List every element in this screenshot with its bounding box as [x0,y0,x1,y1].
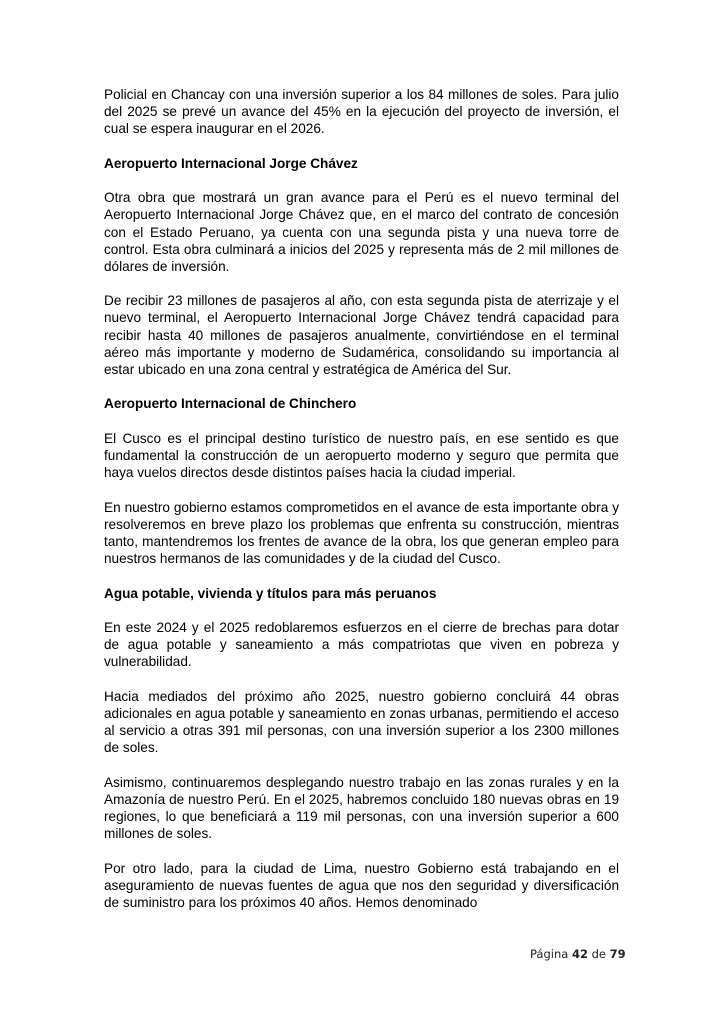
page-label: Página [530,947,569,961]
heading-jorge-chavez-airport: Aeropuerto Internacional Jorge Chávez [104,155,358,171]
paragraph-chancay-investment: Policial en Chancay con una inversión superior a los 84 millones de soles. Para julio del 2025 se prevé un avance del 45% en la ejecución del proyecto de inversión, el cual se espera inaugurar en el 2026. [104,87,619,137]
paragraph-chinchero-commitment: En nuestro gobierno estamos comprometidos en el avance de esta importante obra y resolveremos en breve plazo los problemas que enfrenta su construcción, mientras tanto, mantendremos los frentes de avance de la obra, los que generan empleo para nuestros hermanos de las comunidades y de la ciudad del Cusco. [104,499,619,566]
current-page-number: 42 [571,947,588,961]
paragraph-rural-water-works: Asimismo, continuaremos desplegando nuestro trabajo en las zonas rurales y en la Amazonía de nuestro Perú. En el 2025, habremos concluido 180 nuevas obras en 19 regiones, lo que beneficiará a 119 mil personas, con una inversión superior a 600 millones de soles. [104,774,619,842]
document-body [104,86,619,928]
paragraph-urban-water-works: Hacia mediados del próximo año 2025, nuestro gobierno concluirá 44 obras adicionales en agua potable y saneamiento en zonas urbanas, permitiendo el acceso al servicio a otras 391 mil personas, con una inversión superior a los 2300 millones de soles. [104,688,619,756]
total-pages-number: 79 [609,947,626,961]
page-number-footer [530,947,626,961]
paragraph-lima-water-sources: Por otro lado, para la ciudad de Lima, nuestro Gobierno está trabajando en el aseguramiento de nuevas fuentes de agua que nos den seguridad y diversificación de suministro para los próximos 40 años. Hemos denominado [104,860,619,910]
paragraph-cusco-tourism: El Cusco es el principal destino turístico de nuestro país, en ese sentido es que fundamental la construcción de un aeropuerto moderno y seguro que permita que haya vuelos directos desde distintos países hacia la ciudad imperial. [104,430,619,481]
paragraph-water-gaps: En este 2024 y el 2025 redoblaremos esfuerzos en el cierre de brechas para dotar de agua potable y saneamiento a más compatriotas que viven en pobreza y vulnerabilidad. [104,620,619,670]
paragraph-jorge-chavez-terminal: Otra obra que mostrará un gran avance para el Perú es el nuevo terminal del Aeropuerto Internacional Jorge Chávez que, en el marco del contrato de concesión con el Estado Peruano, ya cuenta con una segunda pista y una nueva torre de control. Esta obra culminará a inicios del 2025 y representa más de 2 mil millones de dólares de inversión. [104,190,619,274]
paragraph-jorge-chavez-capacity: De recibir 23 millones de pasajeros al año, con esta segunda pista de aterrizaje y el nuevo terminal, el Aeropuerto Internacional Jorge Chávez tendrá capacidad para recibir hasta 40 millones de pasajeros anualmente, convirtiéndose en el terminal aéreo más importante y moderno de Sudamérica, consolidando su importancia al estar ubicado en una zona central y estratégica de América del Sur. [104,293,619,377]
of-label: de [591,947,606,961]
heading-chinchero-airport: Aeropuerto Internacional de Chinchero [104,396,357,412]
heading-water-housing-titles: Agua potable, vivienda y títulos para más peruanos [104,585,437,601]
